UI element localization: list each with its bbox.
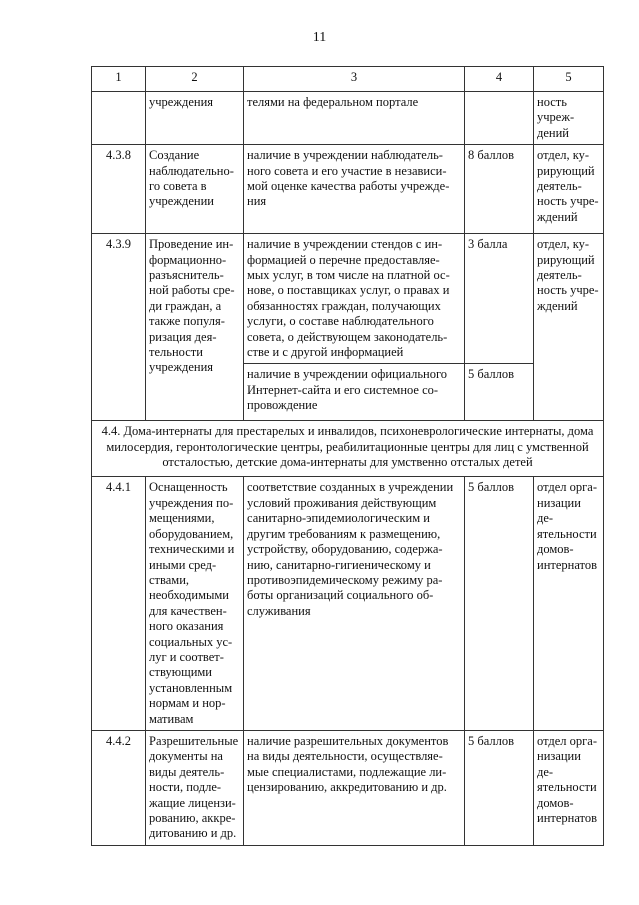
page-number: 11 xyxy=(312,30,327,45)
table-row xyxy=(92,477,604,731)
responsible-dept: отдел, ку- рирующий деятель- ность учре- ждений xyxy=(534,234,604,421)
criterion-text: наличие разрешительных документов на виды деятельности, осуществляе- мые специалистами, подлежащие ли- цензированию, аккредитованию и др. xyxy=(244,730,465,845)
responsible-dept: отдел орга- низации де- ятельности домов- интернатов xyxy=(534,730,604,845)
column-header: 5 xyxy=(534,67,604,92)
criterion-text: наличие в учреждении стендов с ин- формацией о перечне предоставляе- мых услуг, в том числе на платной ос- нове, о поставщиках услуг, о правах и обязанностях граждан, получающих услуги, о составе наблюдательного совета, о действующем законодатель- стве и с другой информацией xyxy=(244,234,465,364)
section-row xyxy=(92,421,604,477)
row-number: 4.3.8 xyxy=(92,145,146,234)
column-header: 3 xyxy=(244,67,465,92)
indicator-name: учреждения xyxy=(146,92,244,145)
header-row xyxy=(92,67,604,92)
column-header: 4 xyxy=(465,67,534,92)
responsible-dept: ность учреж- дений xyxy=(534,92,604,145)
row-number: 4.4.1 xyxy=(92,477,146,731)
row-number: 4.3.9 xyxy=(92,234,146,421)
section-heading: 4.4. Дома-интернаты для престарелых и инвалидов, психоневрологические интернаты, дома милосердия, геронтологические центры, реабилитационные центры для лиц с умственной отсталостью, детские дома-интернаты для умственно отсталых детей xyxy=(92,421,604,477)
table-row xyxy=(92,730,604,845)
table-row xyxy=(92,92,604,145)
row-number: 4.4.2 xyxy=(92,730,146,845)
responsible-dept: отдел орга- низации де- ятельности домов- интернатов xyxy=(534,477,604,731)
score xyxy=(465,92,534,145)
table-row xyxy=(92,145,604,234)
criterion-text: соответствие созданных в учреждении условий проживания действующим санитарно-эпидемиологическим и другим требованиям к размещению, устройству, оборудованию, содержа- нию, санитарно-гигиеническому и противоэпидемическому режиму ра- боты организаций социального об- служивания xyxy=(244,477,465,731)
row-number xyxy=(92,92,146,145)
score: 3 балла xyxy=(465,234,534,364)
score: 8 баллов xyxy=(465,145,534,234)
responsible-dept: отдел, ку- рирующий деятель- ность учре- ждений xyxy=(534,145,604,234)
indicator-name: Проведение ин- формационно- разъяснитель- ной работы сре- ди граждан, а также популя- ризация дея- тельности учреждения xyxy=(146,234,244,421)
criterion-text: телями на федеральном портале xyxy=(244,92,465,145)
column-header: 2 xyxy=(146,67,244,92)
indicator-name: Разрешительные документы на виды деятель- ности, подле- жащие лицензи- рованию, аккре- дитованию и др. xyxy=(146,730,244,845)
criteria-table xyxy=(91,66,604,846)
score: 5 баллов xyxy=(465,364,534,421)
score: 5 баллов xyxy=(465,477,534,731)
column-header: 1 xyxy=(92,67,146,92)
indicator-name: Оснащенность учреждения по- мещениями, оборудованием, техническими и иными сред- ствами, необходимыми для качествен- ного оказания социальных ус- луг и соответ- ствующими установленным нормам и нор- мативам xyxy=(146,477,244,731)
criterion-text: наличие в учреждении наблюдатель- ного совета и его участие в независи- мой оценке качества работы учрежде- ния xyxy=(244,145,465,234)
score: 5 баллов xyxy=(465,730,534,845)
table-row xyxy=(92,234,604,364)
criterion-text: наличие в учреждении официального Интернет-сайта и его системное со- провождение xyxy=(244,364,465,421)
indicator-name: Создание наблюдательно- го совета в учреждении xyxy=(146,145,244,234)
